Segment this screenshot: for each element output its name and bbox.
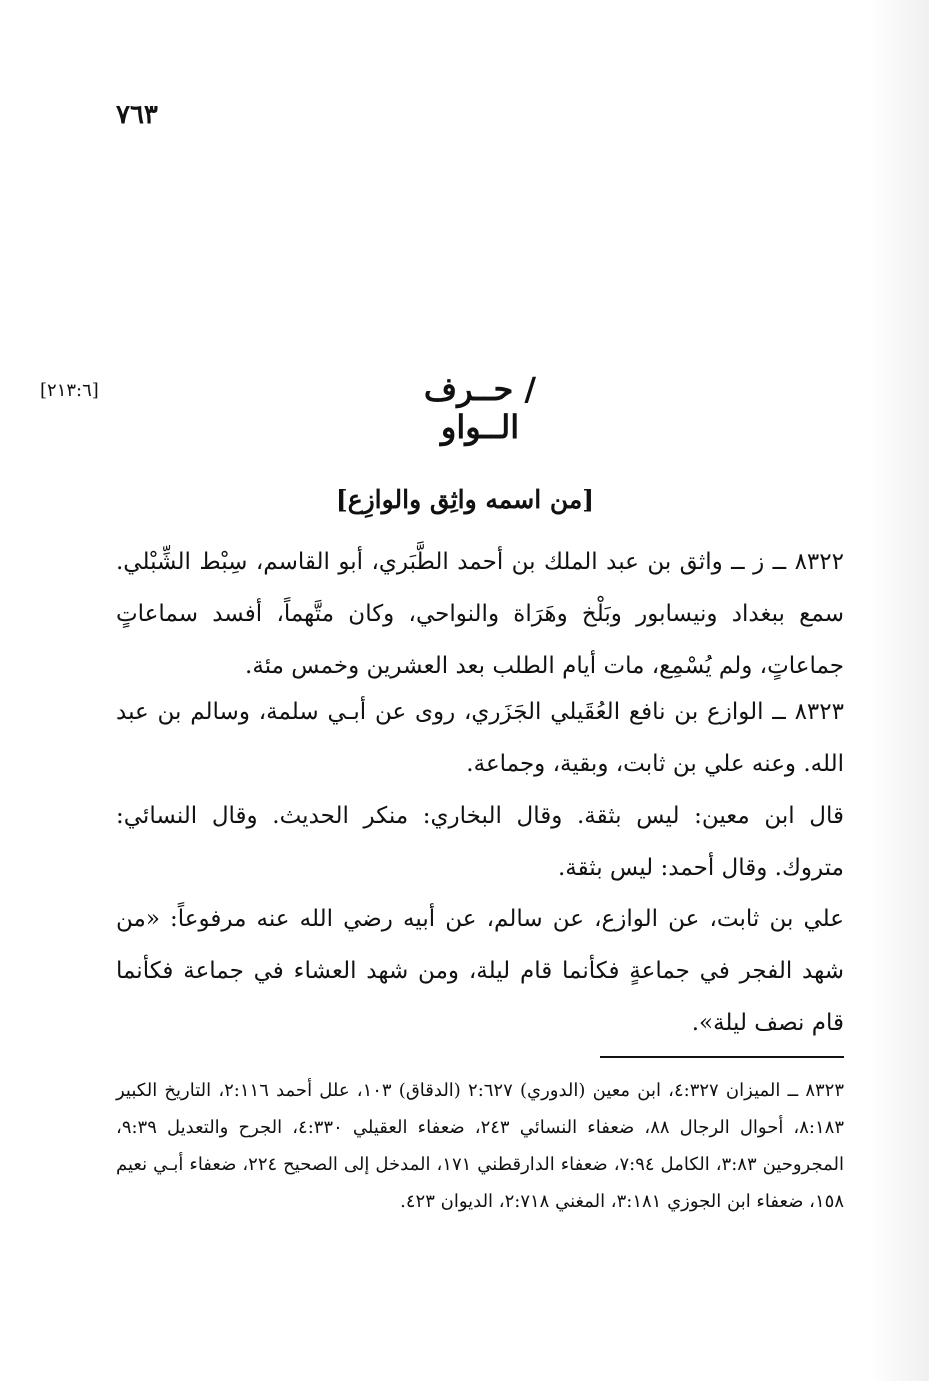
- entry-8323-critique: قال ابن معين: ليس بثقة. وقال البخاري: منكر الحديث. وقال النسائي: متروك. وقال أحمد: ليس بثقة.: [116, 803, 844, 881]
- section-heading: [من اسمه واثِق والوازِع]: [335, 485, 595, 514]
- entry-8322: ٨٣٢٢ ــ ز ــ واثق بن عبد الملك بن أحمد الطَّبَري، أبو القاسم، سِبْط الشِّبْلي. سمع ببغداد ونيسابور وبَلْخ وهَرَاة والنواحي، وكان متَّهماً، أفسد سماعاتٍ جماعاتٍ، ولم يُسْمِع، مات أيام الطلب بعد العشرين وخمس مئة.: [116, 549, 844, 679]
- page-number: ٣٦٧: [116, 100, 158, 130]
- entry-8323-hadith: علي بن ثابت، عن الوازع، عن سالم، عن أبيه رضي الله عنه مرفوعاً: «من شهد الفجر في جماعةٍ فكأنما قام ليلة، ومن شهد العشاء في جماعة فكأنما قام نصف ليلة».: [116, 906, 844, 1036]
- footnote-divider: [600, 1056, 844, 1058]
- entry-8323: ٨٣٢٣ ــ الوازع بن نافع العُقَيلي الجَزَري، روى عن أبـي سلمة، وسالم بن عبد الله. وعنه علي بن ثابت، وبقية، وجماعة.: [116, 699, 844, 777]
- footnote-8323: ٨٣٢٣ ــ الميزان ٤:٣٢٧، ابن معين (الدوري) ٢:٦٢٧ (الدقاق) ١٠٣، علل أحمد ٢:١١٦، التاريخ الكبير ٨:١٨٣، أحوال الرجال ٨٨، ضعفاء النسائي ٢٤٣، ضعفاء العقيلي ٤:٣٣٠، الجرح والتعديل ٩:٣٩، المجروحين ٣:٨٣، الكامل ٧:٩٤، ضعفاء الدارقطني ١٧١، المدخل إلى الصحيح ٢٢٤، ضعفاء أبـي نعيم ١٥٨، ضعفاء ابن الجوزي ٣:١٨١، المغني ٢:٧١٨، الديوان ٤٢٣.: [116, 1080, 845, 1212]
- volume-reference: [٢١٣:٦]: [40, 380, 99, 401]
- page-edge-shadow: [869, 0, 929, 1381]
- chapter-title: / حــرف الــواو: [423, 370, 537, 446]
